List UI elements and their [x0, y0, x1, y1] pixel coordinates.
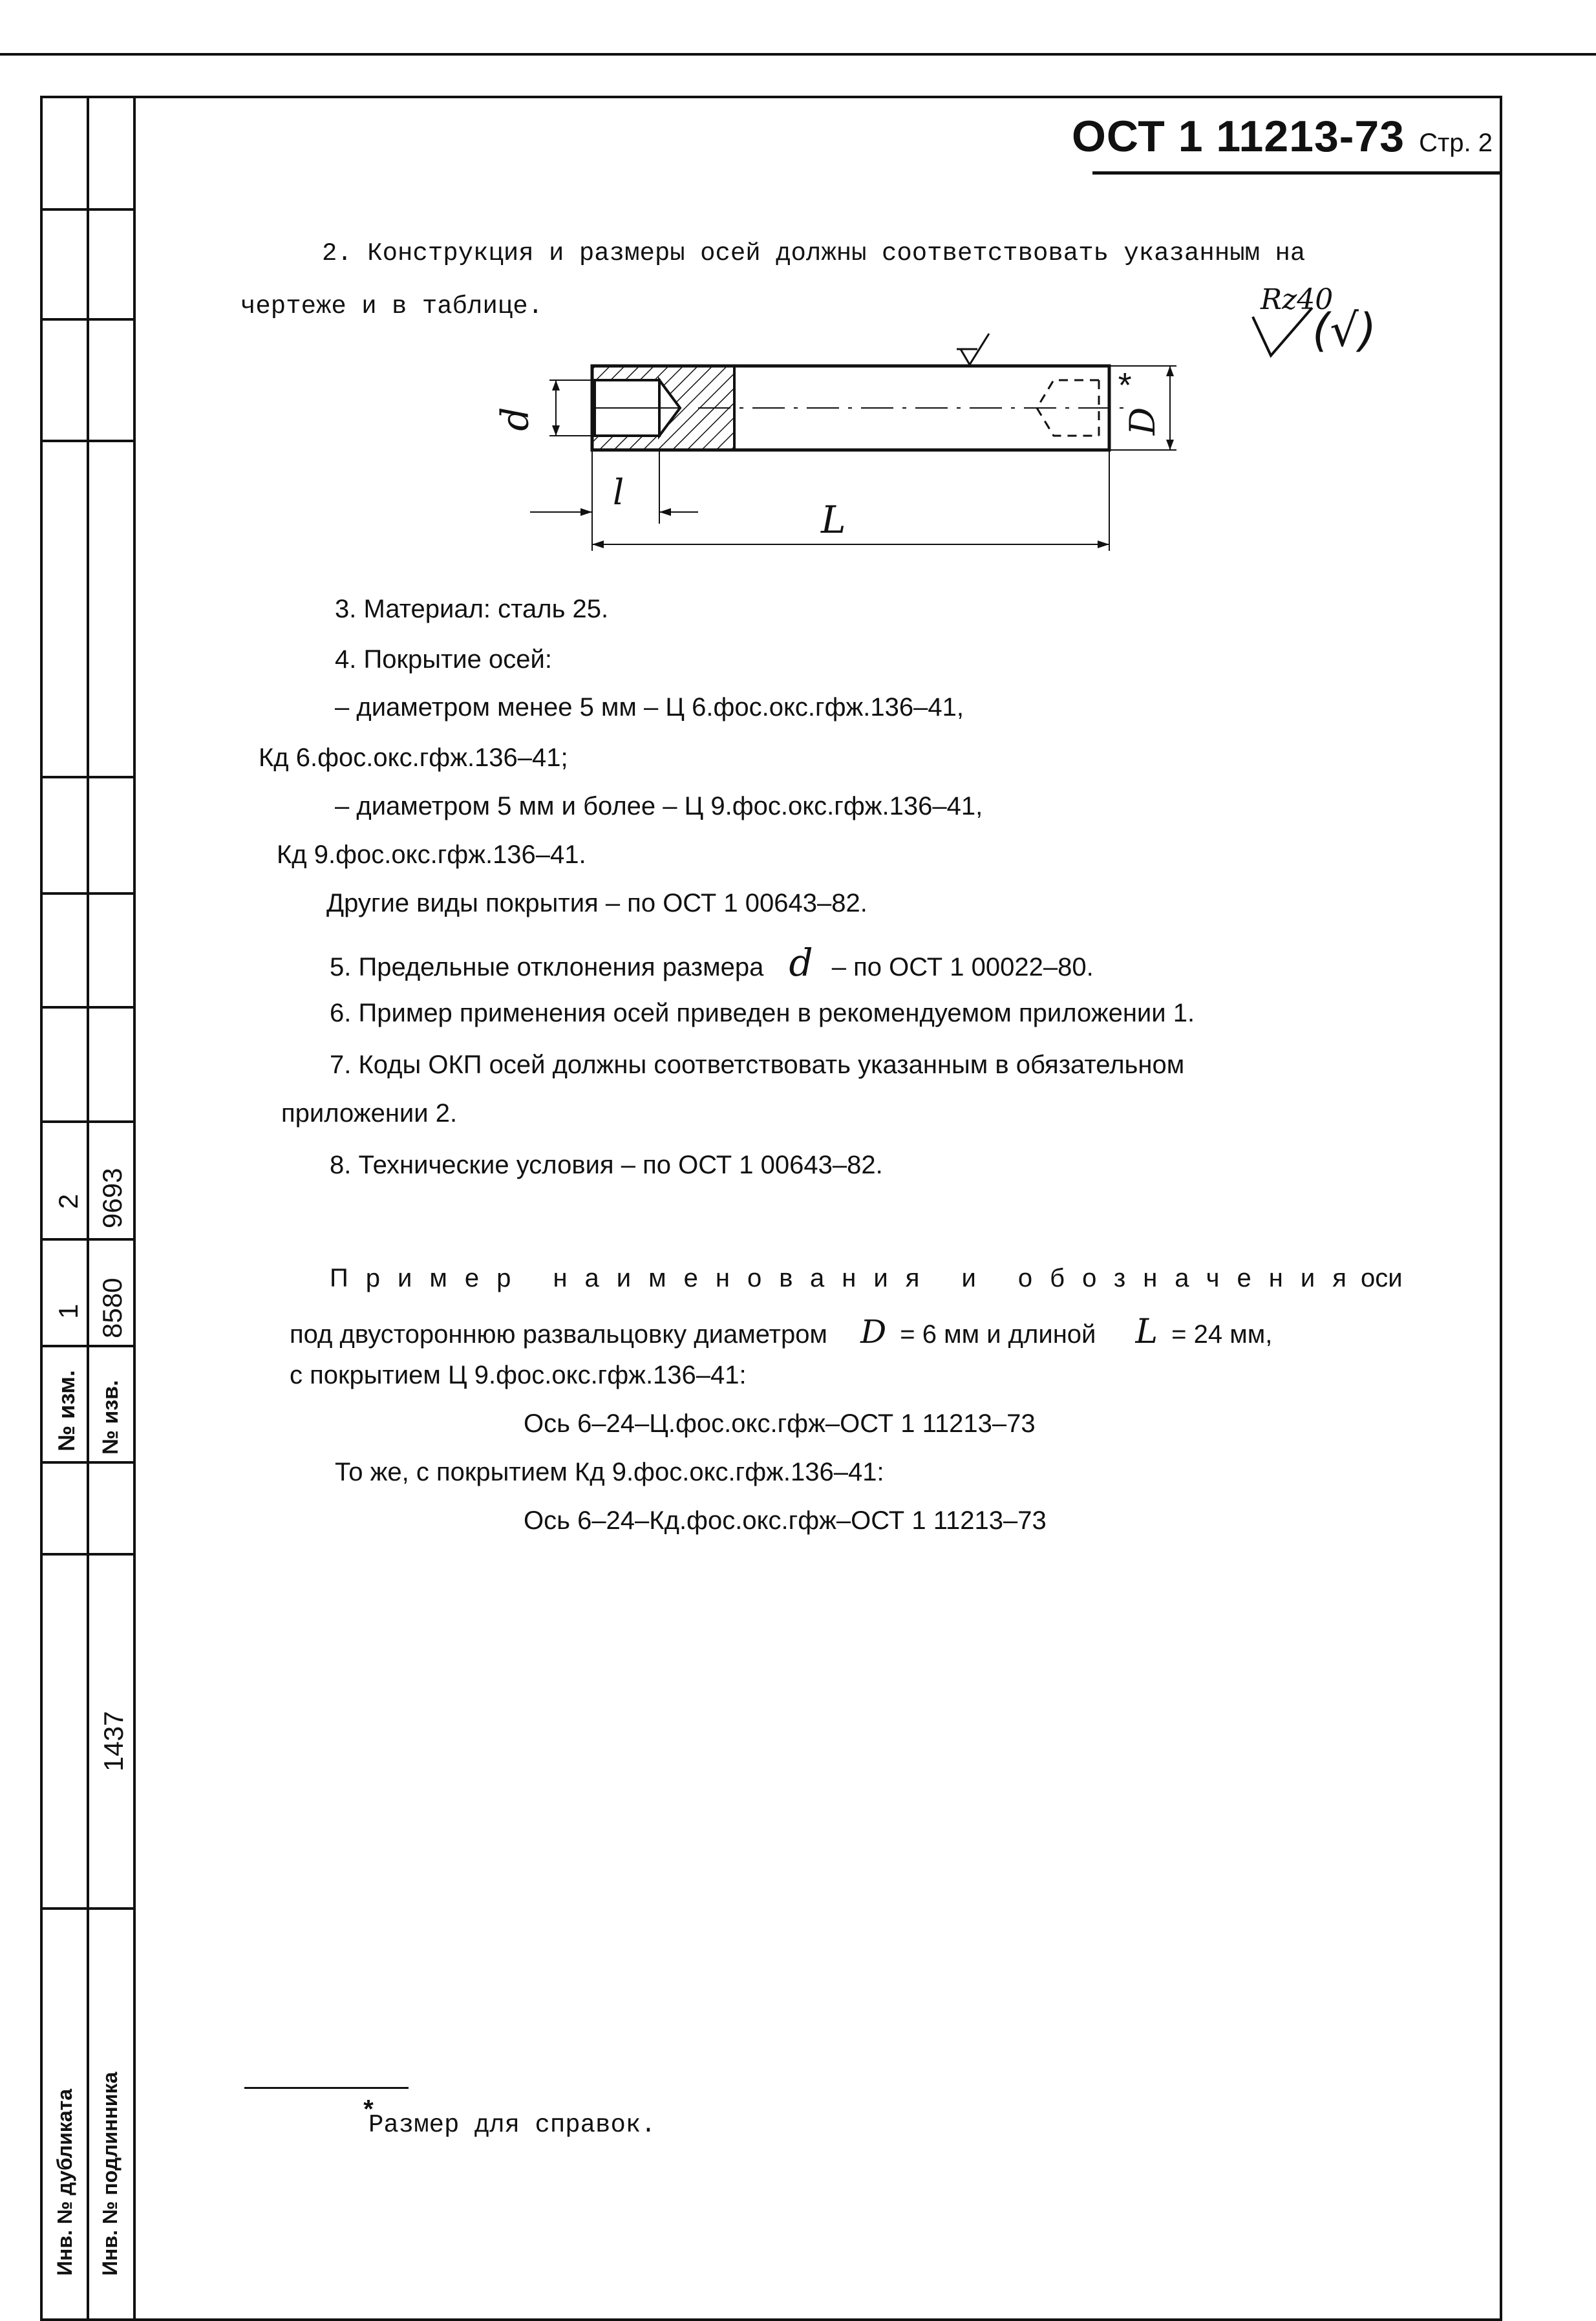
dim-L-label: L [821, 498, 846, 542]
para-3: 3. Материал: сталь 25. [335, 595, 609, 623]
stamp-label-podl: Инв. № подлинника [98, 2071, 122, 2276]
para-4-other: Другие виды покрытия – по ОСТ 1 00643–82. [326, 889, 867, 917]
para-4-a2: Кд 6.фос.окс.гфж.136–41; [259, 743, 568, 772]
axle-drawing [504, 310, 1228, 582]
stamp-doc-8580: 8580 [97, 1278, 127, 1338]
para-4: 4. Покрытие осей: [335, 645, 552, 674]
para-5-ref: – по ОСТ 1 00022–80. [831, 953, 1094, 981]
roughness-label: Rz40 [1261, 283, 1334, 316]
para-2-line-1: 2. Конструкция и размеры осей должны соответствовать указанным на [322, 239, 1306, 268]
roughness-general: (√) [1312, 304, 1377, 357]
example-designation-1: Ось 6–24–Ц.фос.окс.гфж–ОСТ 1 11213–73 [524, 1409, 1036, 1438]
para-8: 8. Технические условия – по ОСТ 1 00643–82. [330, 1151, 883, 1179]
stamp-line [40, 1553, 136, 1556]
para-4-b1: – диаметром 5 мм и более – Ц 9.фос.окс.гфж.136–41, [335, 792, 983, 820]
example-line-2 [290, 1312, 1272, 1351]
example-line-2-c: = 24 мм, [1171, 1320, 1273, 1349]
stamp-line [40, 440, 136, 442]
standard-code: ОСТ 1 11213-73 [1071, 112, 1405, 161]
stamp-label-izv: № изв. [98, 1380, 123, 1455]
para-7-line-2: приложении 2. [281, 1099, 458, 1128]
stamp-line [40, 1006, 136, 1009]
para-5-symbol: d [789, 941, 813, 985]
document-header [1072, 111, 1493, 162]
dim-l-label: l [613, 472, 624, 513]
stamp-line [40, 208, 136, 211]
example-line-5: То же, с покрытием Кд 9.фос.окс.гфж.136–41: [335, 1458, 884, 1486]
stamp-inv-number: 1437 [98, 1711, 129, 1771]
example-line-2-b: = 6 мм и длиной [900, 1320, 1096, 1349]
stamp-line [40, 1461, 136, 1464]
para-7-line-1: 7. Коды ОКП осей должны соответствовать указанным в обязательном [330, 1051, 1185, 1079]
example-line-3: с покрытием Ц 9.фос.окс.гфж.136–41: [290, 1361, 747, 1389]
dim-D-label: D [1122, 407, 1164, 436]
sheet-top-border [0, 53, 1596, 56]
example-heading: Пример наименования и обозначения [330, 1264, 1364, 1292]
stamp-rev-1: 1 [53, 1303, 83, 1319]
example-symbol-D: D [860, 1313, 887, 1351]
page-number: Стр. 2 [1419, 129, 1493, 157]
stamp-label-dubl: Инв. № дубликата [53, 2088, 76, 2276]
stamp-line [40, 1238, 136, 1241]
dim-star-label: * [1114, 370, 1136, 409]
example-symbol-L: L [1135, 1312, 1158, 1351]
para-5-text: 5. Предельные отклонения размера [330, 953, 764, 981]
para-4-a1: – диаметром менее 5 мм – Ц 6.фос.окс.гфж.136–41, [335, 693, 964, 722]
stamp-line [40, 1120, 136, 1123]
dim-d-label: d [493, 407, 537, 431]
para-2-line-2: чертеже и в таблице. [240, 292, 544, 321]
stamp-label-izm: № изм. [53, 1370, 80, 1451]
header-underline [1092, 171, 1500, 175]
footnote-star: * [361, 2098, 377, 2127]
footnote-text: Размер для справок. [368, 2111, 656, 2139]
stamp-line [40, 776, 136, 778]
stamp-line [40, 892, 136, 895]
example-line-2-a: под двустороннюю развальцовку диаметром [290, 1320, 827, 1349]
stamp-doc-9693: 9693 [97, 1168, 127, 1228]
para-4-b2: Кд 9.фос.окс.гфж.136–41. [277, 840, 586, 869]
example-designation-2: Ось 6–24–Кд.фос.окс.гфж–ОСТ 1 11213–73 [524, 1506, 1047, 1535]
para-6: 6. Пример применения осей приведен в рекомендуемом приложении 1. [330, 999, 1195, 1027]
roughness-check-icon [1248, 304, 1319, 362]
stamp-divider [87, 96, 89, 2321]
stamp-line [40, 1907, 136, 1910]
stamp-rev-2: 2 [53, 1193, 83, 1209]
footnote-rule [244, 2087, 409, 2089]
example-heading-end: оси [1361, 1264, 1403, 1292]
stamp-line [40, 1345, 136, 1347]
para-5 [330, 941, 1094, 985]
stamp-line [40, 318, 136, 321]
